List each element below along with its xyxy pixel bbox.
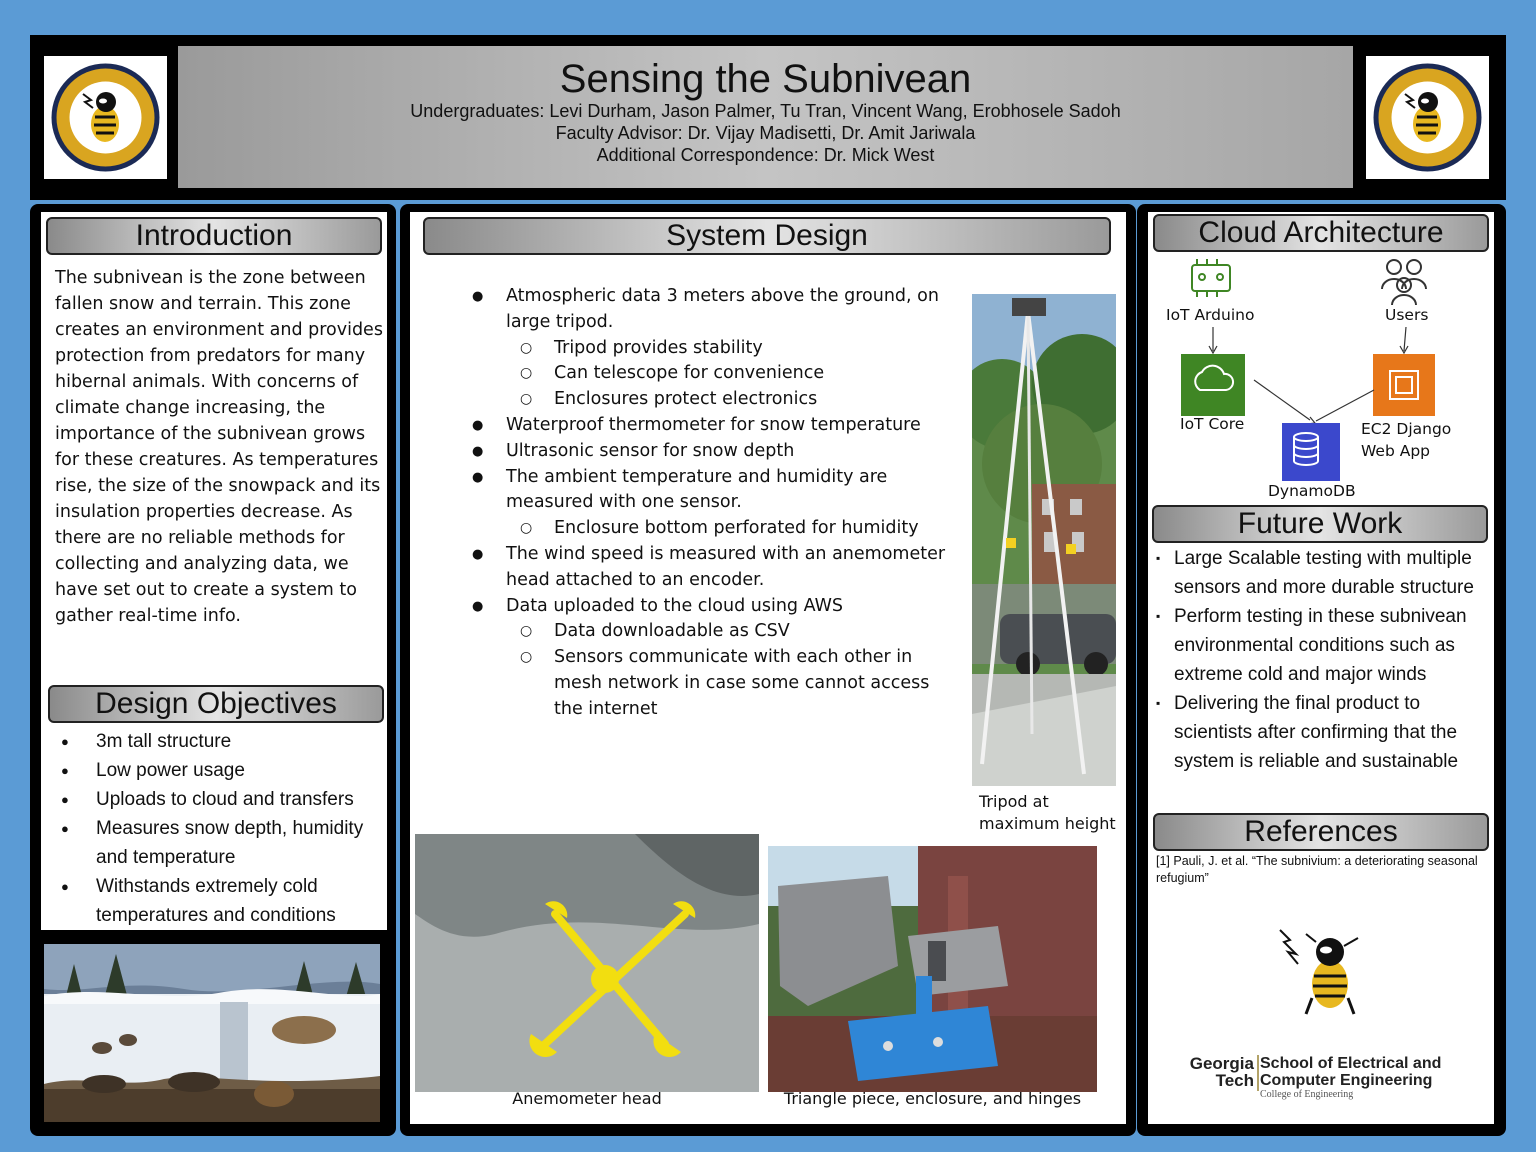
poster-title: Sensing the Subnivean — [559, 57, 972, 101]
triangle-caption: Triangle piece, enclosure, and hinges — [783, 1089, 1082, 1108]
iot-core-icon — [1181, 354, 1245, 416]
logo-divider — [1257, 1055, 1259, 1091]
sub-list-item: ○ Sensors communicate with each other in mesh network in case some cannot access the internet — [470, 645, 960, 722]
sub-list-item: ○ Tripod provides stability — [470, 336, 960, 362]
dynamodb-icon — [1282, 423, 1340, 481]
list-item: ● Data uploaded to the cloud using AWS — [470, 594, 960, 620]
intro-line: The subnivean is the zone between — [55, 268, 366, 288]
ec2-label-line1: EC2 Django — [1361, 420, 1452, 438]
gt-ece-logo — [1166, 1055, 1490, 1105]
sub-list-item: ○ Enclosures protect electronics — [470, 387, 960, 413]
design-objectives-heading: Design Objectives — [48, 685, 384, 723]
introduction-text — [55, 265, 385, 629]
iot-arduino-icon — [1192, 259, 1230, 297]
tripod-caption: Tripod at maximum height — [979, 792, 1116, 833]
buzz-mascot-icon — [1272, 926, 1372, 1018]
logo-school-line2: Computer Engineering — [1260, 1072, 1433, 1089]
advisor-line: Faculty Advisor: Dr. Vijay Madisetti, Dr. Amit Jariwala — [555, 123, 976, 143]
intro-line: hibernal animals. With concerns of — [55, 372, 359, 392]
intro-line: insulation properties decrease. As — [55, 502, 353, 522]
intro-line: gather real-time info. — [55, 606, 241, 626]
list-item: ● Low power usage — [49, 756, 387, 785]
introduction-heading: Introduction — [46, 217, 382, 255]
users-label: Users — [1385, 306, 1429, 324]
tripod-image — [972, 294, 1116, 786]
list-item: ▪ Large Scalable testing with multiple sensors and more durable structure — [1152, 544, 1488, 602]
dynamodb-label: DynamoDB — [1268, 482, 1356, 500]
list-item: ● The ambient temperature and humidity are measured with one sensor. — [470, 465, 960, 517]
arrow-ec2-to-dynamodb — [1316, 390, 1374, 421]
gt-logo-tech: Tech — [1215, 1071, 1254, 1090]
intro-line: climate change increasing, the — [55, 398, 326, 418]
ec2-icon — [1373, 354, 1435, 416]
anemometer-image — [415, 834, 759, 1092]
list-item: ● Uploads to cloud and transfers — [49, 785, 387, 814]
logo-college: College of Engineering — [1260, 1089, 1354, 1100]
intro-line: fallen snow and terrain. This zone — [55, 294, 351, 314]
subnivean-illustration — [44, 944, 380, 1122]
sub-list-item: ○ Data downloadable as CSV — [470, 619, 960, 645]
iot-arduino-label: IoT Arduino — [1166, 306, 1255, 324]
list-item: ▪ Perform testing in these subnivean environmental conditions such as extreme cold and major winds — [1152, 602, 1488, 689]
sub-list-item: ○ Can telescope for convenience — [470, 361, 960, 387]
yellow-jacket-seal-icon — [50, 62, 161, 173]
reference-item: [1] Pauli, J. et al. “The subnivium: a deteriorating seasonal refugium” — [1156, 854, 1478, 885]
cloud-architecture-heading: Cloud Architecture — [1153, 214, 1489, 252]
design-objectives-list — [49, 727, 387, 930]
arrow-iotcore-to-dynamodb — [1254, 380, 1310, 420]
enclosure-hinges-image — [768, 846, 1097, 1092]
list-item: ● Atmospheric data 3 meters above the ground, on large tripod. — [470, 284, 960, 336]
tripod-photo — [972, 294, 1116, 786]
list-item: ▪ Delivering the final product to scientists after confirming that the system is reliable and sustainable — [1152, 689, 1488, 776]
intro-line: creates an environment and provides — [55, 320, 383, 340]
sub-list-item: ○ Enclosure bottom perforated for humidity — [470, 516, 960, 542]
intro-line: rise, the size of the snowpack and its — [55, 476, 381, 496]
list-item: ● Withstands extremely cold temperatures and conditions — [49, 872, 387, 930]
ece-seal-left — [44, 56, 167, 179]
system-design-list — [470, 284, 960, 723]
triangle-piece-photo — [768, 846, 1097, 1092]
subnivean-burrow-image — [44, 944, 380, 1122]
ece-seal-right — [1366, 56, 1489, 179]
list-item: ● The wind speed is measured with an anemometer head attached to an encoder. — [470, 542, 960, 594]
cloud-architecture-diagram — [1150, 255, 1490, 505]
arrow-users-to-ec2 — [1404, 327, 1406, 351]
list-item: ● Ultrasonic sensor for snow depth — [470, 439, 960, 465]
future-work-list — [1152, 544, 1488, 776]
correspondence-line: Additional Correspondence: Dr. Mick West — [596, 145, 935, 165]
users-icon — [1382, 260, 1426, 305]
gt-logo-georgia: Georgia — [1189, 1054, 1254, 1073]
intro-line: importance of the subnivean grows — [55, 424, 366, 444]
ec2-label-line2: Web App — [1361, 442, 1431, 460]
anemometer-caption: Anemometer head — [512, 1089, 662, 1108]
yellow-jacket-seal-icon — [1372, 62, 1483, 173]
list-item: ● 3m tall structure — [49, 727, 387, 756]
title-banner — [178, 46, 1353, 188]
references-heading: References — [1153, 813, 1489, 851]
undergraduates-line: Undergraduates: Levi Durham, Jason Palmer, Tu Tran, Vincent Wang, Erobhosele Sadoh — [410, 101, 1121, 121]
future-work-heading: Future Work — [1152, 505, 1488, 543]
list-item: ● Waterproof thermometer for snow temperature — [470, 413, 960, 439]
anemometer-photo — [415, 834, 759, 1092]
intro-line: collecting and analyzing data, we — [55, 554, 349, 574]
list-item: ● Measures snow depth, humidity and temperature — [49, 814, 387, 872]
intro-line: there are no reliable methods for — [55, 528, 345, 548]
logo-school-line1: School of Electrical and — [1260, 1055, 1442, 1072]
intro-line: protection from predators for many — [55, 346, 366, 366]
intro-line: have set out to create a system to — [55, 580, 357, 600]
intro-line: for these creatures. As temperatures — [55, 450, 379, 470]
system-design-heading: System Design — [423, 217, 1111, 255]
iot-core-label: IoT Core — [1180, 415, 1245, 433]
